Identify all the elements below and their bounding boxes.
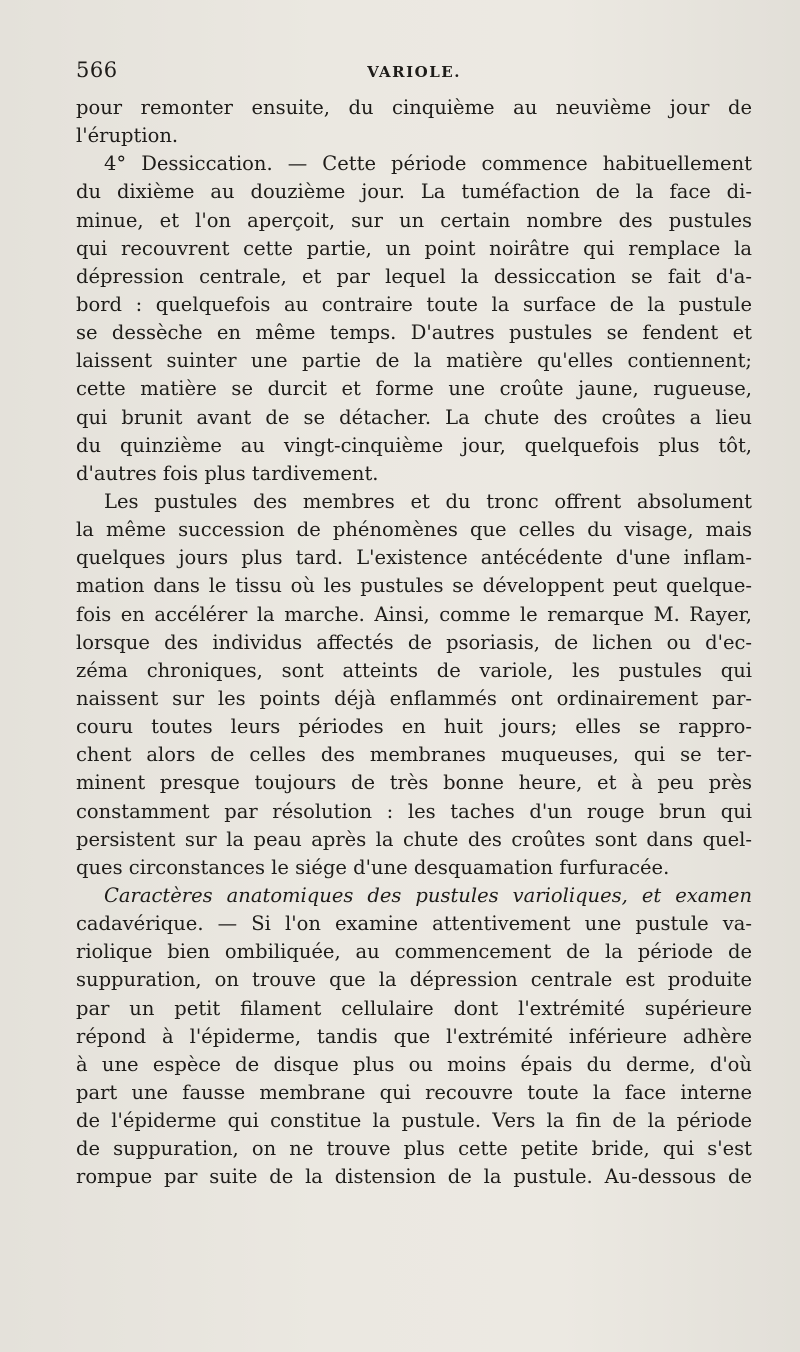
text-line: bord : quelquefois au contraire toute la surface de la pustule: [76, 292, 752, 316]
text-line: minent presque toujours de très bonne heure, et à peu près: [76, 771, 752, 795]
text-line: qui recouvrent cette partie, un point noirâtre qui remplace la: [76, 236, 752, 260]
text-line: répond à l'épiderme, tandis que l'extrémité inférieure adhère: [76, 1024, 752, 1048]
text-line: couru toutes leurs périodes en huit jours; elles se rappro-: [76, 715, 752, 739]
text-line: dépression centrale, et par lequel la dessiccation se fait d'a-: [76, 264, 752, 288]
text-line: du quinzième au vingt-cinquième jour, quelquefois plus tôt,: [76, 433, 752, 457]
text-line: constamment par résolution : les taches d'un rouge brun qui: [76, 799, 752, 823]
text-line: cette matière se durcit et forme une croûte jaune, rugueuse,: [76, 377, 752, 401]
text-line: zéma chroniques, sont atteints de variole, les pustules qui: [76, 658, 752, 682]
text-line: suppuration, on trouve que la dépression centrale est produite: [76, 968, 752, 992]
text-line: mation dans le tissu où les pustules se développent peut quelque-: [76, 574, 752, 598]
text-line: d'autres fois plus tardivement.: [76, 461, 379, 485]
page-number: 566: [76, 58, 118, 82]
text-line: de suppuration, on ne trouve plus cette petite bride, qui s'est: [76, 1137, 752, 1161]
text-line: rompue par suite de la distension de la pustule. Au-dessous de: [76, 1165, 752, 1189]
text-line: à une espèce de disque plus ou moins épais du derme, d'où: [76, 1052, 752, 1076]
text-line: du dixième au douzième jour. La tuméfaction de la face di-: [76, 180, 752, 204]
text-line: fois en accélérer la marche. Ainsi, comme le remarque M. Rayer,: [76, 602, 752, 626]
text-line: persistent sur la peau après la chute des croûtes sont dans quel-: [76, 827, 752, 851]
page-header: [76, 58, 752, 88]
text-line: riolique bien ombiliquée, au commencement de la période de: [76, 940, 752, 964]
text-line: laissent suinter une partie de la matière qu'elles contiennent;: [76, 349, 752, 373]
text-line: Caractères anatomiques des pustules varioliques, et examen: [104, 883, 752, 907]
body-text: [76, 94, 752, 1191]
text-line: lorsque des individus affectés de psoriasis, de lichen ou d'ec-: [76, 630, 752, 654]
text-line: se dessèche en même temps. D'autres pustules se fendent et: [76, 321, 752, 345]
text-line: la même succession de phénomènes que celles du visage, mais: [76, 518, 752, 542]
text-line: pour remonter ensuite, du cinquième au neuvième jour de: [76, 96, 752, 119]
text-line: part une fausse membrane qui recouvre toute la face interne: [76, 1080, 752, 1104]
text-line: qui brunit avant de se détacher. La chute des croûtes a lieu: [76, 405, 752, 429]
text-line: cadavérique. — Si l'on examine attentivement une pustule va-: [76, 912, 752, 936]
text-line: par un petit filament cellulaire dont l'extrémité supérieure: [76, 996, 752, 1020]
text-line: de l'épiderme qui constitue la pustule. Vers la fin de la période: [76, 1109, 752, 1133]
text-line: quelques jours plus tard. L'existence antécédente d'une inflam-: [76, 546, 752, 570]
text-line: naissent sur les points déjà enflammés ont ordinairement par-: [76, 686, 752, 710]
text-line: l'éruption.: [76, 124, 179, 148]
text-line: chent alors de celles des membranes muqueuses, qui se ter-: [76, 743, 752, 767]
text-line: Les pustules des membres et du tronc offrent absolument: [104, 489, 752, 513]
text-line: ques circonstances le siége d'une desquamation furfuracée.: [76, 855, 670, 879]
text-line: 4° Dessiccation. — Cette période commence habituellement: [104, 152, 752, 176]
running-title: VARIOLE.: [367, 63, 461, 81]
text-line: minue, et l'on aperçoit, sur un certain nombre des pustules: [76, 208, 752, 232]
